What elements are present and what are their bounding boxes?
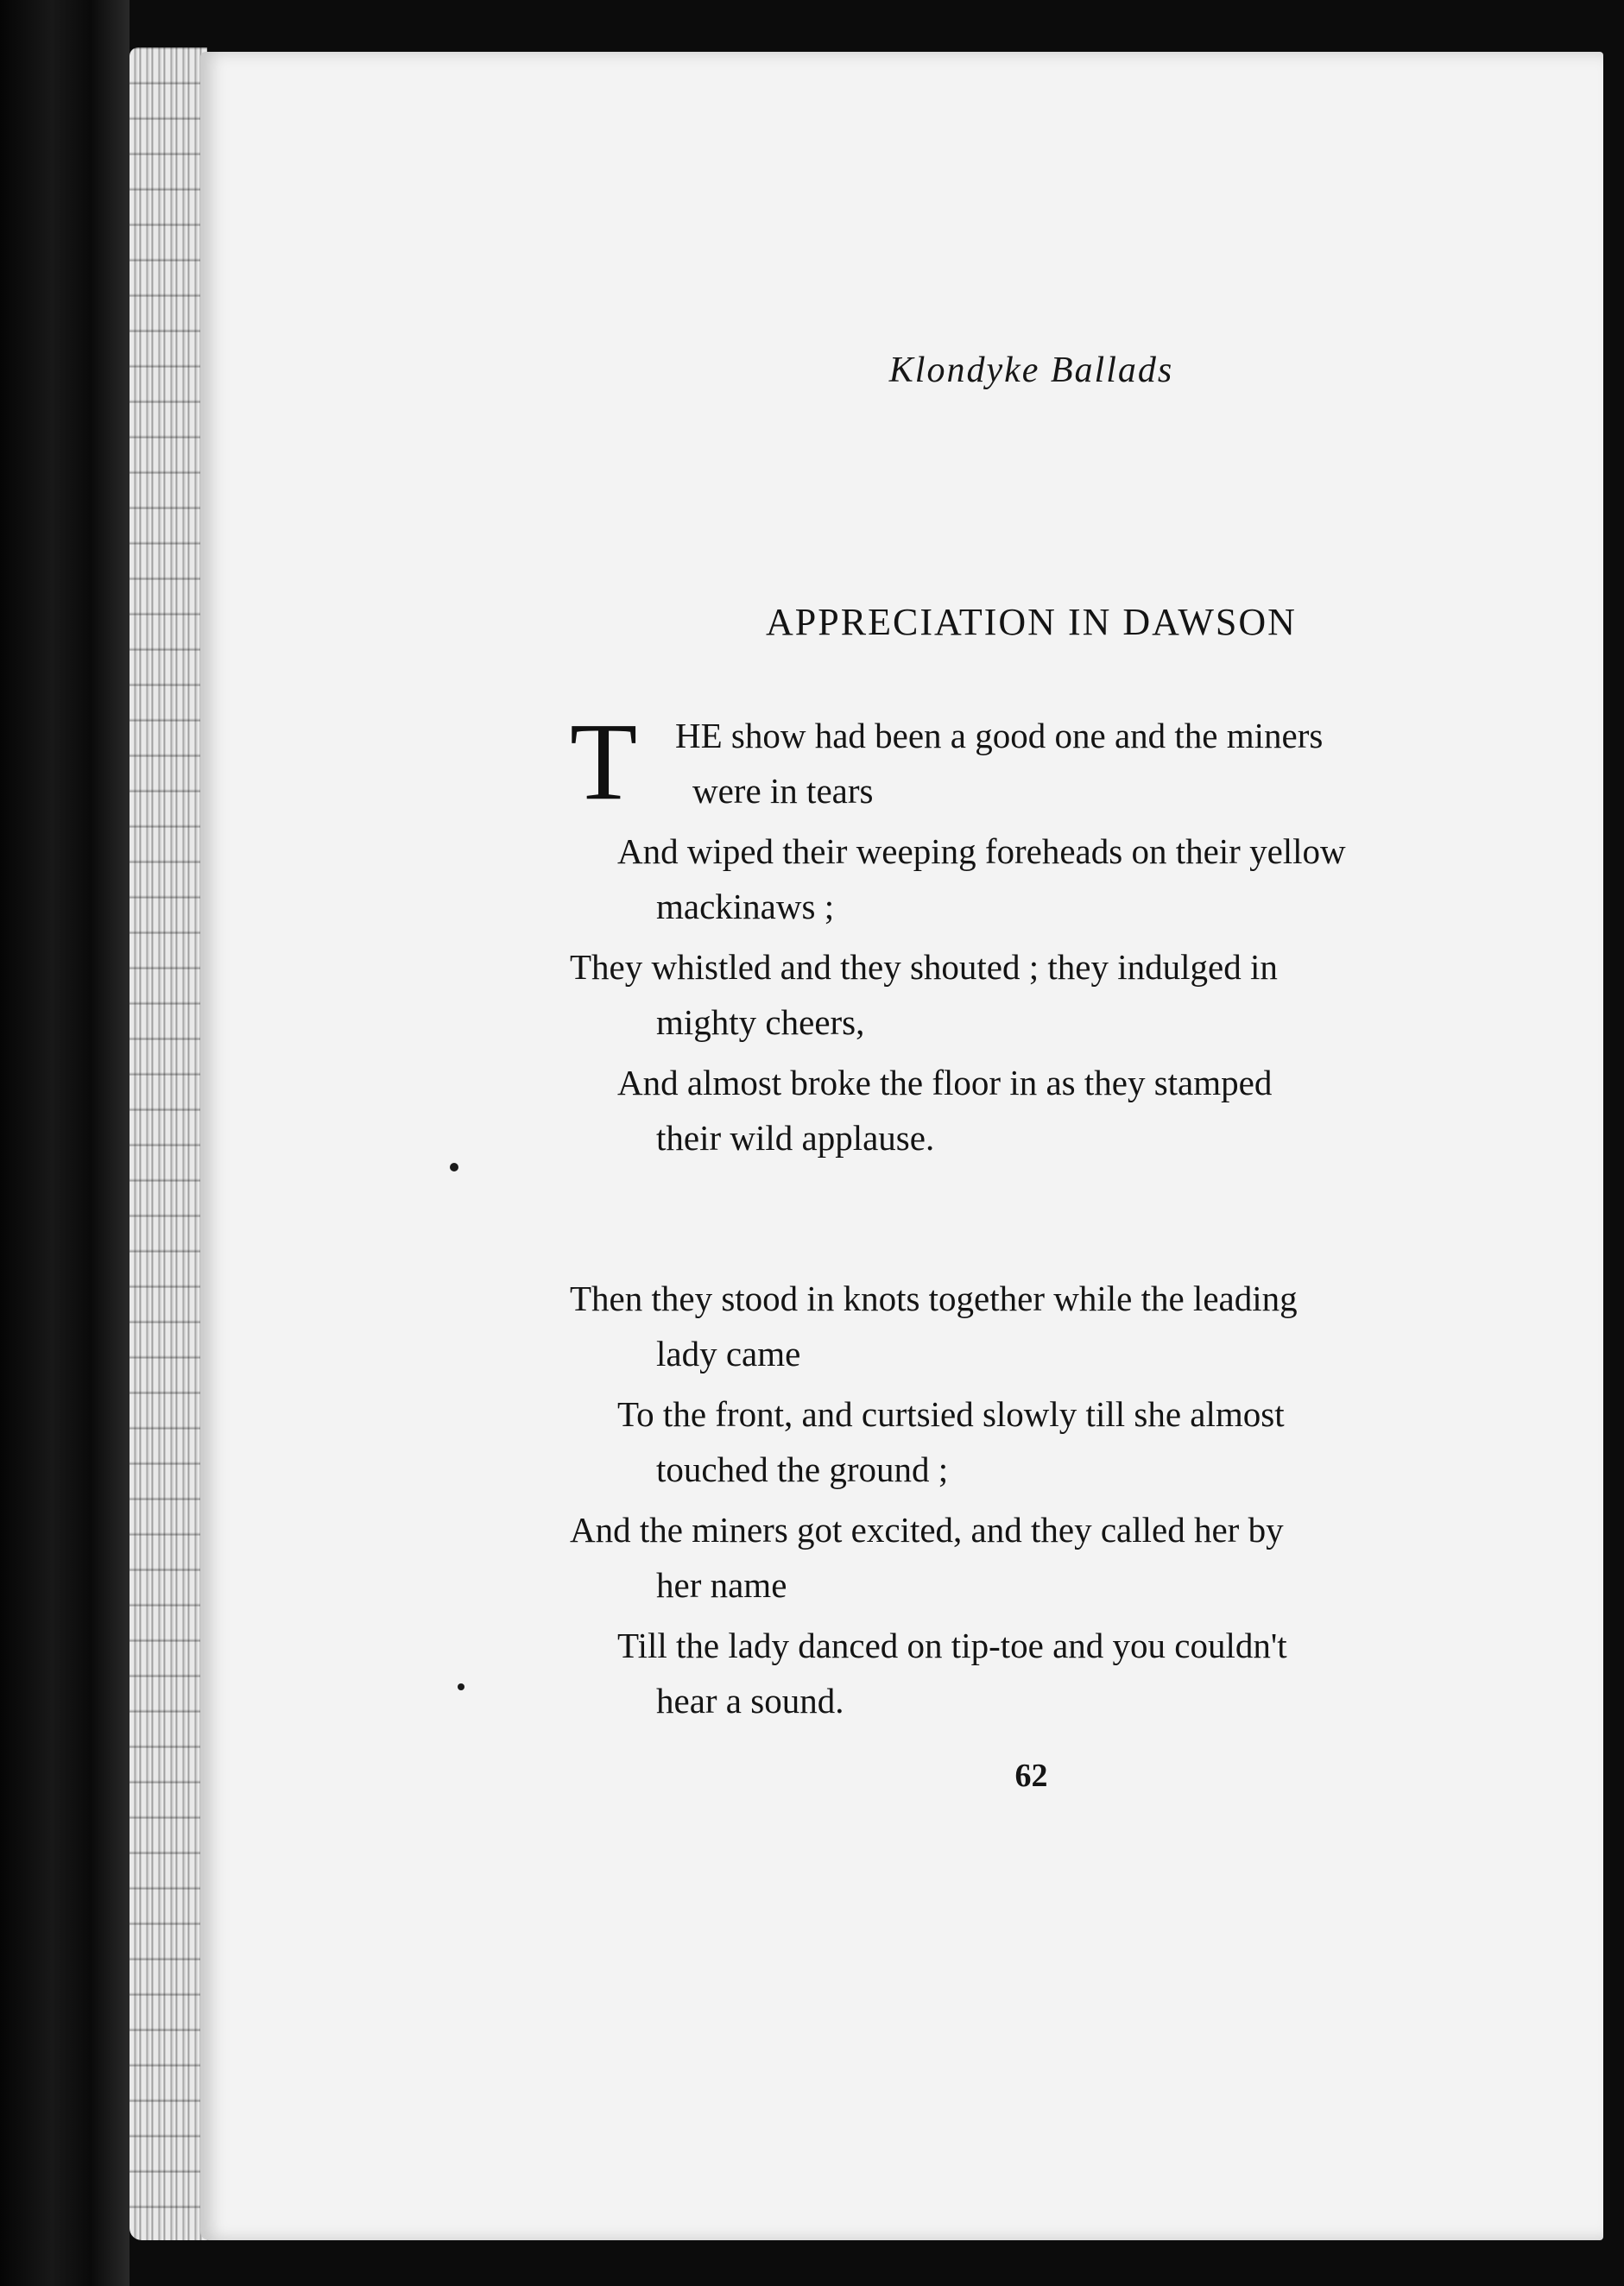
page-edges <box>130 47 207 2240</box>
verse-line-text: They whistled and they shouted ; they indulged in <box>570 947 1278 987</box>
verse-line-text: To the front, and curtsied slowly till she almost <box>617 1394 1285 1434</box>
verse-line-text: And almost broke the floor in as they stamped <box>617 1063 1273 1102</box>
drop-cap: T <box>570 700 638 823</box>
stanza <box>570 1271 1494 1728</box>
verse-line <box>570 1618 1494 1728</box>
book-spine <box>0 0 130 2286</box>
scan-speck <box>458 1683 464 1690</box>
verse-line-continuation: were in tears <box>692 771 874 811</box>
verse-line-text: And wiped their weeping foreheads on their yellow <box>617 831 1346 871</box>
verse-line-continuation: hear a sound. <box>656 1681 844 1721</box>
verse-line-continuation: mighty cheers, <box>656 1002 865 1042</box>
verse-line <box>570 1055 1494 1165</box>
verse-line-continuation: lady came <box>656 1334 801 1373</box>
first-line <box>570 700 1494 823</box>
verse-line-continuation: touched the ground ; <box>656 1449 949 1489</box>
verse-line <box>570 1386 1494 1497</box>
running-head: Klondyke Ballads <box>888 350 1174 390</box>
poem-title: APPRECIATION IN DAWSON <box>766 601 1297 643</box>
verse-line-text: Till the lady danced on tip-toe and you couldn't <box>617 1626 1287 1665</box>
scan-speck <box>450 1163 458 1171</box>
verse-line <box>570 824 1494 934</box>
verse-line-text: HE show had been a good one and the miners <box>675 716 1324 755</box>
page-number: 62 <box>1014 1758 1048 1794</box>
poem-body <box>570 700 1494 1728</box>
verse-line-continuation: mackinaws ; <box>656 887 835 926</box>
verse-line-text: Then they stood in knots together while the leading <box>570 1279 1298 1318</box>
printed-page <box>200 52 1603 2240</box>
verse-line <box>570 1502 1494 1613</box>
verse-line <box>570 939 1494 1050</box>
verse-line-continuation: her name <box>656 1565 787 1605</box>
verse-line-text: And the miners got excited, and they called her by <box>570 1510 1284 1550</box>
stanza <box>570 700 1494 1165</box>
verse-line <box>675 708 1494 818</box>
verse-line-continuation: their wild applause. <box>656 1118 935 1158</box>
verse-line <box>570 1271 1494 1381</box>
